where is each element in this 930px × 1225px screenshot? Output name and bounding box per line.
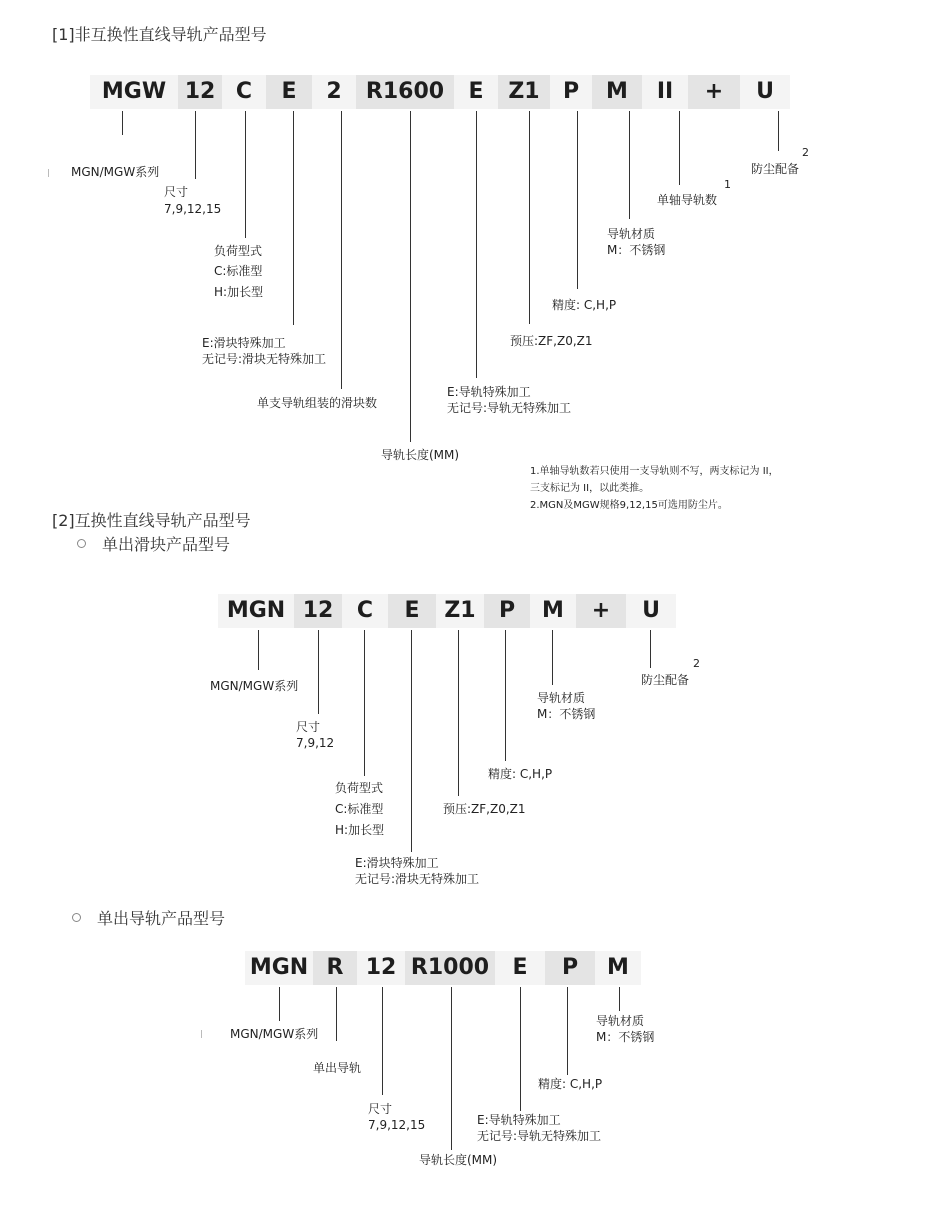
- bullet-icon: [72, 913, 81, 922]
- label-dust: 防尘配备: [751, 162, 800, 176]
- label-material-title: 导轨材质: [607, 227, 656, 241]
- label-load-c: C:标准型: [335, 802, 384, 816]
- code-segment-rail-length: R1600: [356, 75, 454, 109]
- code-segment-series: MGW: [90, 75, 178, 109]
- bullet-icon: [77, 539, 86, 548]
- code-segment-rail-length: R1000: [405, 951, 495, 985]
- label-size-title: 尺寸: [296, 720, 321, 734]
- section1-heading: [1]非互换性直线导轨产品型号: [52, 25, 267, 44]
- code-segment-dust: U: [740, 75, 790, 109]
- code-segment-load: C: [222, 75, 266, 109]
- label-size-title: 尺寸: [368, 1102, 393, 1116]
- leader-line-series: [122, 111, 123, 135]
- leader-line-rail-special: [520, 987, 521, 1111]
- leader-line-material: [619, 987, 620, 1011]
- code-segment-preload: Z1: [498, 75, 550, 109]
- leader-line-size: [195, 111, 196, 179]
- leader-line-precision: [577, 111, 578, 289]
- label-rail-count: 单轴导轨数: [657, 193, 718, 207]
- code-segment-plus: +: [688, 75, 740, 109]
- label-block-none: 无记号:滑块无特殊加工: [355, 872, 480, 886]
- label-series: MGN/MGW系列: [71, 165, 160, 179]
- leader-line-material: [552, 630, 553, 685]
- leader-line-dust: [778, 111, 779, 151]
- label-material-value: M：不锈钢: [596, 1030, 655, 1044]
- leader-line-rail-length: [451, 987, 452, 1150]
- label-block-special: E:滑块特殊加工: [202, 336, 286, 350]
- label-precision: 精度: C,H,P: [552, 298, 617, 312]
- label-block-count: 单支导轨组装的滑块数: [257, 396, 378, 410]
- code-segment-block-count: 2: [312, 75, 356, 109]
- label-material-title: 导轨材质: [596, 1014, 645, 1028]
- label-series: MGN/MGW系列: [210, 679, 299, 693]
- leader-line-preload: [529, 111, 530, 324]
- subheading-rail: [72, 906, 225, 929]
- label-load-title: 负荷型式: [214, 244, 263, 258]
- leader-line-preload: [458, 630, 459, 796]
- label-precision: 精度: C,H,P: [488, 767, 553, 781]
- code-segment-block-special: E: [266, 75, 312, 109]
- code-bar-rail: [245, 951, 641, 985]
- label-rail-length: 导轨长度(MM): [419, 1153, 498, 1167]
- note-line-1: 1.单轴导轨数若只使用一支导轨则不写，两支标记为 II，: [530, 466, 779, 477]
- label-material-value: M：不锈钢: [537, 707, 596, 721]
- label-load-title: 负荷型式: [335, 781, 384, 795]
- label-size-values: 7,9,12,15: [368, 1118, 426, 1132]
- leader-line-precision: [505, 630, 506, 761]
- leader-line-load: [364, 630, 365, 776]
- code-segment-precision: P: [484, 594, 530, 628]
- footnote-marker-2: 2: [693, 657, 700, 670]
- code-bar-non-interchangeable: [90, 75, 790, 109]
- subheading-block: [77, 532, 230, 555]
- leader-line-block-special: [411, 630, 412, 852]
- note-line-2: 三支标记为 II，以此类推。: [530, 483, 650, 494]
- code-segment-dust: U: [626, 594, 676, 628]
- margin-tick: [201, 1030, 202, 1038]
- label-series: MGN/MGW系列: [230, 1027, 319, 1041]
- leader-line-dust: [650, 630, 651, 668]
- leader-line-load: [245, 111, 246, 238]
- leader-line-size: [382, 987, 383, 1095]
- leader-line-block-special: [293, 111, 294, 325]
- label-dust: 防尘配备: [641, 673, 690, 687]
- label-precision: 精度: C,H,P: [538, 1077, 603, 1091]
- label-load-h: H:加长型: [214, 285, 264, 299]
- code-segment-size: 12: [357, 951, 405, 985]
- code-segment-series: MGN: [245, 951, 313, 985]
- leader-line-size: [318, 630, 319, 714]
- leader-line-material: [629, 111, 630, 219]
- label-material-title: 导轨材质: [537, 691, 586, 705]
- label-rail-special: E:导轨特殊加工: [477, 1113, 561, 1127]
- code-segment-rail: R: [313, 951, 357, 985]
- code-bar-block: [218, 594, 676, 628]
- label-rail-length: 导轨长度(MM): [381, 448, 460, 462]
- code-segment-preload: Z1: [436, 594, 484, 628]
- label-size-title: 尺寸: [164, 185, 189, 199]
- code-segment-size: 12: [178, 75, 222, 109]
- footnote-marker-2: 2: [802, 146, 809, 159]
- subheading-rail-text: 单出导轨产品型号: [97, 909, 226, 928]
- label-rail-none: 无记号:导轨无特殊加工: [447, 401, 572, 415]
- label-rail-special: E:导轨特殊加工: [447, 385, 531, 399]
- code-segment-material: M: [530, 594, 576, 628]
- leader-line-precision: [567, 987, 568, 1075]
- code-segment-material: M: [595, 951, 641, 985]
- code-segment-precision: P: [550, 75, 592, 109]
- leader-line-rail-length: [410, 111, 411, 442]
- code-segment-plus: +: [576, 594, 626, 628]
- leader-line-series: [258, 630, 259, 670]
- code-segment-material: M: [592, 75, 642, 109]
- code-segment-rail-count: II: [642, 75, 688, 109]
- footnote-marker-1: 1: [724, 178, 731, 191]
- code-segment-load: C: [342, 594, 388, 628]
- code-segment-rail-special: E: [454, 75, 498, 109]
- margin-tick: [48, 169, 49, 177]
- code-segment-rail-special: E: [495, 951, 545, 985]
- label-preload: 预压:ZF,Z0,Z1: [443, 802, 526, 816]
- label-size-values: 7,9,12: [296, 736, 335, 750]
- leader-line-block-count: [341, 111, 342, 389]
- label-load-c: C:标准型: [214, 264, 263, 278]
- label-load-h: H:加长型: [335, 823, 385, 837]
- code-segment-series: MGN: [218, 594, 294, 628]
- leader-line-series: [279, 987, 280, 1021]
- label-preload: 预压:ZF,Z0,Z1: [510, 334, 593, 348]
- label-block-special: E:滑块特殊加工: [355, 856, 439, 870]
- code-segment-size: 12: [294, 594, 342, 628]
- subheading-block-text: 单出滑块产品型号: [102, 535, 231, 554]
- leader-line-rail-special: [476, 111, 477, 378]
- label-single-rail: 单出导轨: [313, 1061, 362, 1075]
- note-line-3: 2.MGN及MGW规格9,12,15可选用防尘片。: [530, 500, 728, 511]
- code-segment-block-special: E: [388, 594, 436, 628]
- section2-heading: [2]互换性直线导轨产品型号: [52, 511, 251, 530]
- leader-line-rail-count: [679, 111, 680, 185]
- label-rail-none: 无记号:导轨无特殊加工: [477, 1129, 602, 1143]
- leader-line-single-rail: [336, 987, 337, 1041]
- code-segment-precision: P: [545, 951, 595, 985]
- label-block-none: 无记号:滑块无特殊加工: [202, 352, 327, 366]
- label-material-value: M：不锈钢: [607, 243, 666, 257]
- label-size-values: 7,9,12,15: [164, 202, 222, 216]
